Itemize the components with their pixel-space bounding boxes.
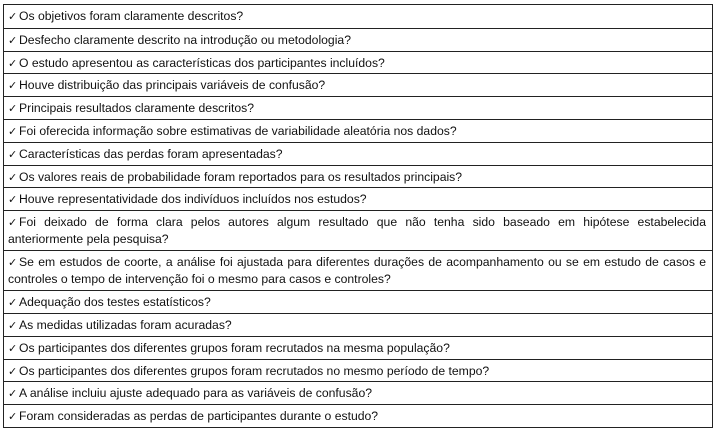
checkmark-icon: ✓ (8, 216, 18, 230)
checklist-item-text: Foi deixado de forma clara pelos autores algum resultado que não tenha sido baseado em hipótese estabelecida anteriormente pela pesquisa? (8, 215, 706, 247)
checklist-item-text: Características das perdas foram apresentadas? (19, 146, 283, 161)
checklist-item-text: Houve representatividade dos indivíduos incluídos nos estudos? (19, 192, 367, 207)
checklist-row (4, 51, 712, 74)
checkmark-icon: ✓ (8, 341, 18, 355)
checkmark-icon: ✓ (8, 318, 18, 332)
checklist-item-text: Os participantes dos diferentes grupos foram recrutados na mesma população? (19, 340, 450, 355)
checklist-row (4, 210, 712, 250)
checklist-row (4, 165, 712, 188)
checkmark-icon: ✓ (8, 33, 18, 47)
checklist-item-text: Foi oferecida informação sobre estimativas de variabilidade aleatória nos dados? (19, 123, 457, 138)
checklist-item-text: A análise incluiu ajuste adequado para as variáveis de confusão? (19, 386, 373, 401)
checkmark-icon: ✓ (8, 256, 18, 270)
checklist-row (4, 96, 712, 119)
checklist-row (4, 5, 712, 28)
checklist-table (3, 4, 713, 428)
checklist-item-text: Desfecho claramente descrito na introdução ou metodologia? (19, 32, 351, 47)
checklist-row (4, 73, 712, 96)
checkmark-icon: ✓ (8, 10, 18, 23)
checklist-item-text: Adequação dos testes estatísticos? (19, 295, 211, 310)
checklist-item-text: O estudo apresentou as características dos participantes incluídos? (19, 55, 385, 70)
checkmark-icon: ✓ (8, 102, 18, 116)
checkmark-icon: ✓ (8, 79, 18, 93)
checkmark-icon: ✓ (8, 364, 18, 378)
checklist-row (4, 250, 712, 290)
checklist-item-text: Os participantes dos diferentes grupos foram recrutados no mesmo período de tempo? (19, 363, 490, 378)
checklist-row (4, 290, 712, 313)
checklist-item-text: Se em estudos de coorte, a análise foi ajustada para diferentes durações de acompanhamento ou se em estudo de casos e controles o tempo de intervenção foi o mesmo para casos e controles? (8, 255, 706, 287)
checkmark-icon: ✓ (8, 296, 18, 310)
checkmark-icon: ✓ (8, 170, 18, 184)
checkmark-icon: ✓ (8, 124, 18, 138)
checklist-item-text: Foram consideradas as perdas de participantes durante o estudo? (19, 409, 379, 424)
checkmark-icon: ✓ (8, 193, 18, 207)
checklist-item-text: Principais resultados claramente descritos? (19, 101, 255, 116)
checklist-item-text: Os valores reais de probabilidade foram reportados para os resultados principais? (19, 169, 463, 184)
checkmark-icon: ✓ (8, 147, 18, 161)
checklist-row (4, 313, 712, 336)
checklist-row (4, 119, 712, 142)
checklist-row (4, 28, 712, 51)
checklist-item-text: As medidas utilizadas foram acuradas? (19, 317, 232, 332)
checkmark-icon: ✓ (8, 56, 18, 70)
checklist-row (4, 381, 712, 404)
checkmark-icon: ✓ (8, 387, 18, 401)
checklist-row (4, 142, 712, 165)
checklist-item-text: Houve distribuição das principais variáveis de confusão? (19, 78, 326, 93)
checklist-row (4, 359, 712, 382)
checklist-row (4, 187, 712, 210)
checklist-item-text: Os objetivos foram claramente descritos? (19, 9, 244, 23)
checklist-row (4, 336, 712, 359)
checkmark-icon: ✓ (8, 410, 18, 424)
